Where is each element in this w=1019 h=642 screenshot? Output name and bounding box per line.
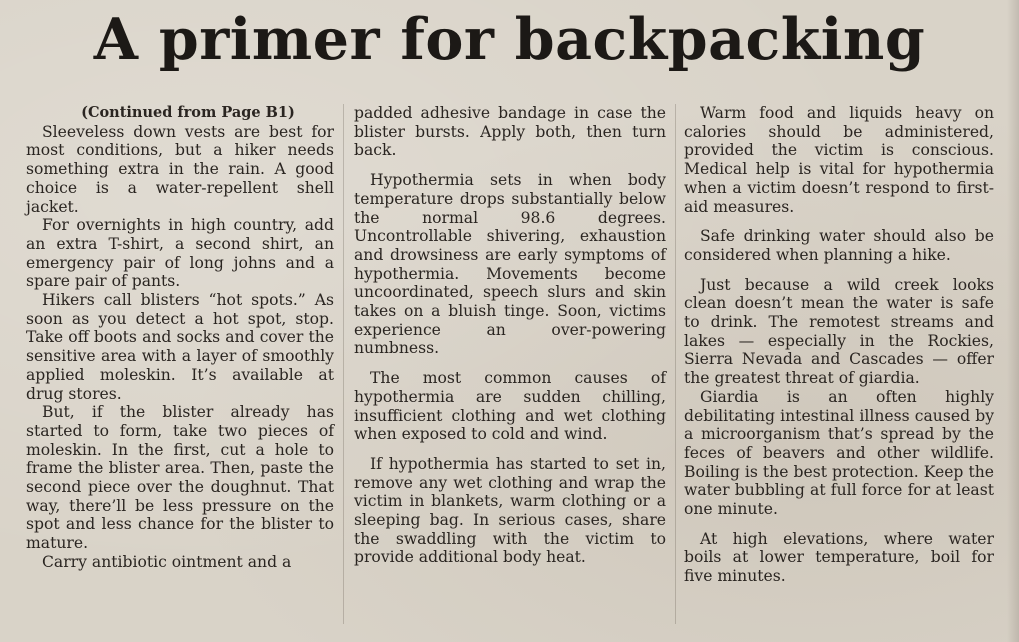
column-1 <box>26 104 334 572</box>
column-2 <box>354 104 666 567</box>
column-divider <box>675 104 676 624</box>
paragraph: Warm food and liquids heavy on calories should be administered, provided the victim is conscious. Medical help is vital for hypothermia when a victim doesn’t respond to first-aid measures. <box>684 104 994 216</box>
paragraph: For overnights in high country, add an extra T-shirt, a second shirt, an emergency pair of long johns and a spare pair of pants. <box>26 216 334 291</box>
paragraph: If hypothermia has started to set in, remove any wet clothing and wrap the victim in blankets, warm clothing or a sleeping bag. In serious cases, share the swaddling with the victim to provide additional body heat. <box>354 454 666 567</box>
column-3 <box>684 104 994 586</box>
paragraph: Just because a wild creek looks clean doesn’t mean the water is safe to drink. The remotest streams and lakes — especially in the Rockies, Sierra Nevada and Cascades — offer the greatest threat of giardia. <box>684 275 994 388</box>
column-divider <box>343 104 344 624</box>
paragraph: Giardia is an often highly debilitating intestinal illness caused by a microorganism that’s spread by the feces of beavers and other wildlife. Boiling is the best protection. Keep the water bubbling at full force for at least one minute. <box>684 387 994 519</box>
paragraph: Sleeveless down vests are best for most conditions, but a hiker needs something extra in the rain. A good choice is a water-repellent shell jacket. <box>26 122 334 216</box>
paragraph: Hypothermia sets in when body temperature drops substantially below the normal 98.6 degrees. Uncontrollable shivering, exhaustion and drowsiness are early symptoms of hypothermia. Movements become uncoordinated, speech slurs and skin takes on a bluish tinge. Soon, victims experience an over-powering numbness. <box>354 171 666 358</box>
paragraph: Carry antibiotic ointment and a <box>42 552 292 571</box>
continued-line: (Continued from Page B1) <box>81 104 295 121</box>
paragraph: Hikers call blisters “hot spots.” As soon as you detect a hot spot, stop. Take off boots and socks and cover the sensitive area with a layer of smoothly applied moleskin. It’s available at drug stores. <box>26 291 334 403</box>
headline: A primer for backpacking <box>93 6 926 73</box>
paragraph: The most common causes of hypothermia are sudden chilling, insufficient clothing and wet clothing when exposed to cold and wind. <box>354 369 666 444</box>
paragraph: But, if the blister already has started to form, take two pieces of moleskin. In the first, cut a hole to frame the blister area. Then, paste the second piece over the doughnut. That way, there’ll be less pressure on the spot and less chance for the blister to mature. <box>26 403 334 553</box>
paragraph: At high elevations, where water boils at lower temperature, boil for five minutes. <box>684 529 994 586</box>
paper-edge-shadow <box>1007 0 1019 642</box>
paragraph: Safe drinking water should also be considered when planning a hike. <box>684 227 994 264</box>
paragraph: padded adhesive bandage in case the blister bursts. Apply both, then turn back. <box>354 104 666 160</box>
